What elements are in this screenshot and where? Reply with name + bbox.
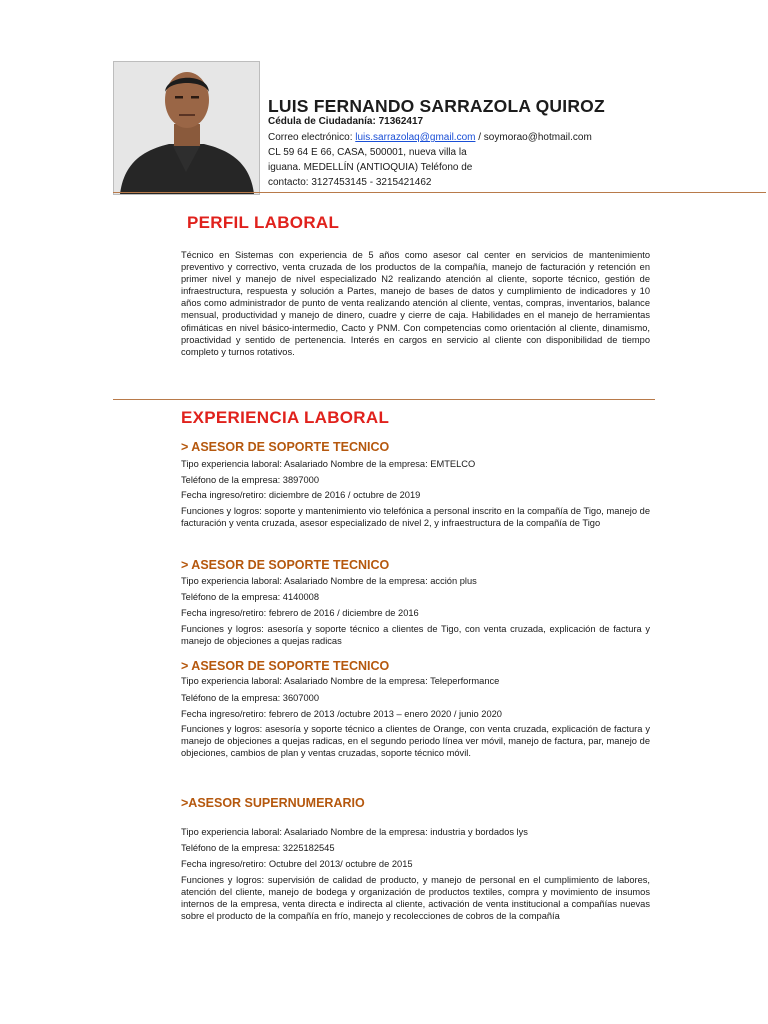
job-title: > ASESOR DE SOPORTE TECNICO	[181, 659, 390, 673]
profile-photo	[113, 61, 260, 195]
id-number: Cédula de Ciudadanía: 71362417	[268, 116, 424, 127]
job-dates: Fecha ingreso/retiro: febrero de 2013 /octubre 2013 – enero 2020 / junio 2020	[181, 709, 502, 719]
job-phone: Teléfono de la empresa: 3897000	[181, 475, 320, 485]
job-title: > ASESOR DE SOPORTE TECNICO	[181, 558, 390, 572]
job-dates: Fecha ingreso/retiro: Octubre del 2013/ octubre de 2015	[181, 859, 413, 869]
job-type: Tipo experiencia laboral: Asalariado Nombre de la empresa: EMTELCO	[181, 459, 476, 469]
job-functions: Funciones y logros: asesoría y soporte técnico a clientes de Tigo, con venta cruzada, explicación de factura y manejo de objeciones a quejas radicas	[181, 624, 650, 647]
profile-section-title: PERFIL LABORAL	[187, 213, 340, 232]
job-phone: Teléfono de la empresa: 4140008	[181, 592, 320, 602]
job-functions: Funciones y logros: asesoría y soporte técnico a clientes de Orange, con venta cruzada, explicación de factura y manejo de objeciones a quejas radicas, en el segundo periodo línea ver móvil, manejo de factura, par, manejo de objeciones, cambios de plan y ventas cruzadas, soporte técnico móvil.	[181, 724, 650, 759]
job-phone: Teléfono de la empresa: 3607000	[181, 693, 320, 703]
candidate-name: LUIS FERNANDO SARRAZOLA QUIROZ	[268, 96, 605, 116]
job-title: >ASESOR SUPERNUMERARIO	[181, 796, 365, 810]
header-divider	[113, 192, 766, 193]
job-type: Tipo experiencia laboral: Asalariado Nombre de la empresa: Teleperformance	[181, 676, 500, 686]
experience-section-title: EXPERIENCIA LABORAL	[181, 408, 390, 427]
job-functions: Funciones y logros: supervisión de calidad de producto, y manejo de personal en el cumplimiento de labores, atención del cliente, manejo de bodega y organización de productos textiles, compra y movimiento de insumos internos de la empresa, venta directa e indirecta al cliente, activación de venta institucional a compañías nuevas sobre el producto de la compañía en frío, manejo y recolecciones de cobros de la compañía	[181, 875, 650, 922]
job-functions: Funciones y logros: soporte y mantenimiento vio telefónica a personal inscrito en la compañía de Tigo, manejo de facturación y venta cruzada, asesor especializado de nivel 2, y infraestructura de la compañía de Tigo	[181, 506, 650, 529]
job-phone: Teléfono de la empresa: 3225182545	[181, 843, 335, 853]
email-label: Correo electrónico:	[268, 132, 353, 143]
email-link-primary[interactable]: luis.sarrazolaq@gmail.com	[355, 132, 476, 143]
portrait-image	[114, 62, 259, 194]
job-type: Tipo experiencia laboral: Asalariado Nombre de la empresa: industria y bordados lys	[181, 827, 528, 837]
email-secondary: / soymorao@hotmail.com	[475, 132, 592, 143]
profile-text: Técnico en Sistemas con experiencia de 5 años como asesor cal center en servicios de mantenimiento preventivo y correctivo, venta cruzada de los productos de la compañía, manejo de facturación y retención en primer nivel y manejo de nivel especializado N2 realizando atención al cliente, soporte técnico, gestión de infraestructura, respuesta y solución a Partes, manejo de bases de datos y cumplimiento de indicadores y 10 años como administrador de punto de venta realizando atención al cliente, ventas, compras, inventarios, balance mensual, productividad y manejo de dinero, cuadre y cierre de caja. Habilidades en el manejo de herramientas ofimáticas en nivel básico-intermedio, Cacto y PNM. Con competencias como orientación al cliente, dinamismo, proactividad y sentido de pertenencia. Interés en cargos en servicio al cliente con disponibilidad de tiempo completo y turnos rotativos.	[181, 250, 650, 357]
job-dates: Fecha ingreso/retiro: diciembre de 2016 / octubre de 2019	[181, 490, 421, 500]
job-dates: Fecha ingreso/retiro: febrero de 2016 / diciembre de 2016	[181, 608, 419, 618]
section-divider	[113, 399, 655, 400]
address-line-1: CL 59 64 E 66, CASA, 500001, nueva villa la	[268, 147, 467, 158]
address-line-2: iguana. MEDELLÍN (ANTIOQUIA) Teléfono de	[268, 162, 473, 173]
email-line	[268, 130, 592, 146]
address-line-3: contacto: 3127453145 - 3215421462	[268, 177, 432, 188]
job-type: Tipo experiencia laboral: Asalariado Nombre de la empresa: acción plus	[181, 576, 477, 586]
job-title: > ASESOR DE SOPORTE TECNICO	[181, 440, 390, 454]
